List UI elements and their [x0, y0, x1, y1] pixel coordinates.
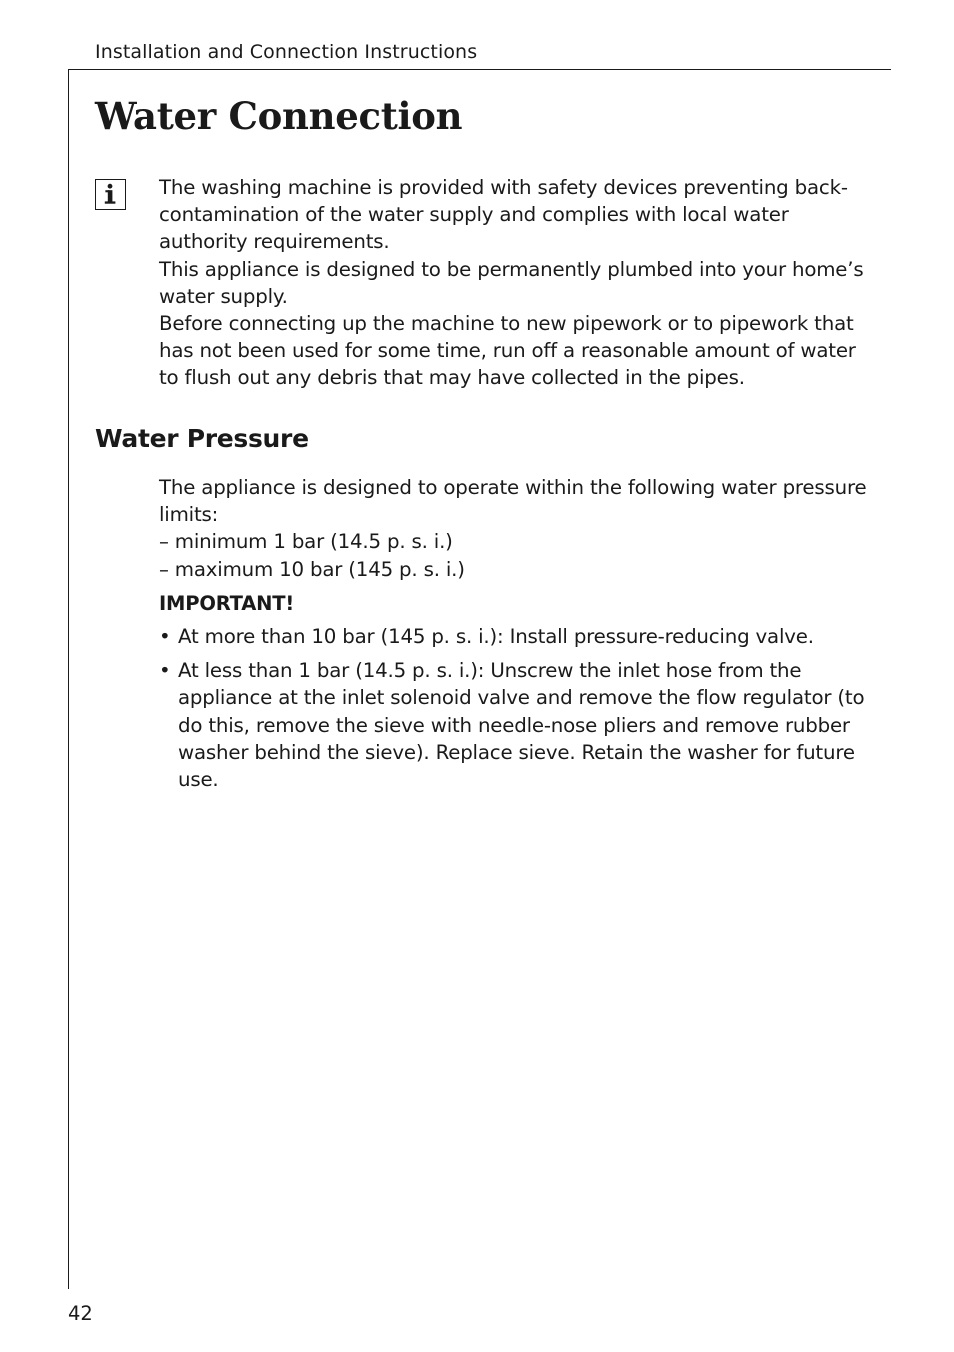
intro-paragraph: Before connecting up the machine to new pipework or to pipework that has not been used for some time, run off a reasonable amount of water to flush out any debris that may have collected in the pipes. — [159, 312, 856, 390]
info-icon — [95, 179, 126, 210]
page-header: Installation and Connection Instructions — [95, 41, 478, 63]
pressure-limits-text — [159, 474, 879, 583]
pressure-limit-minimum: – minimum 1 bar (14.5 p. s. i.) — [159, 530, 453, 554]
intro-paragraph: This appliance is designed to be permanently plumbed into your home’s water supply. — [159, 257, 864, 308]
bullet-text: At more than 10 bar (145 p. s. i.): Install pressure-reducing valve. — [178, 625, 814, 648]
important-label: IMPORTANT! — [159, 592, 295, 615]
bullet-icon: • — [159, 659, 171, 683]
bullet-text: At less than 1 bar (14.5 p. s. i.): Unscrew the inlet hose from the appliance at the inlet solenoid valve and remove the flow regulator (to do this, remove the sieve with needle-nose pliers and remove rubber washer behind the sieve). Replace sieve. Retain the washer for future use. — [178, 659, 865, 792]
list-item — [159, 657, 871, 793]
intro-text — [159, 174, 879, 392]
page-title: Water Connection — [95, 94, 463, 138]
bullet-icon: • — [159, 625, 171, 648]
section-heading-water-pressure: Water Pressure — [95, 424, 309, 453]
header-rule — [68, 69, 891, 70]
important-bullet-list — [159, 623, 871, 800]
pressure-limit-maximum: – maximum 10 bar (145 p. s. i.) — [159, 557, 465, 581]
margin-rule — [68, 69, 69, 1289]
pressure-intro: The appliance is designed to operate within the following water pressure limits: — [159, 476, 867, 527]
page-number: 42 — [68, 1302, 93, 1325]
intro-paragraph: The washing machine is provided with safety devices preventing back-contamination of the water supply and complies with local water authority requirements. — [159, 176, 848, 254]
list-item — [159, 623, 871, 650]
